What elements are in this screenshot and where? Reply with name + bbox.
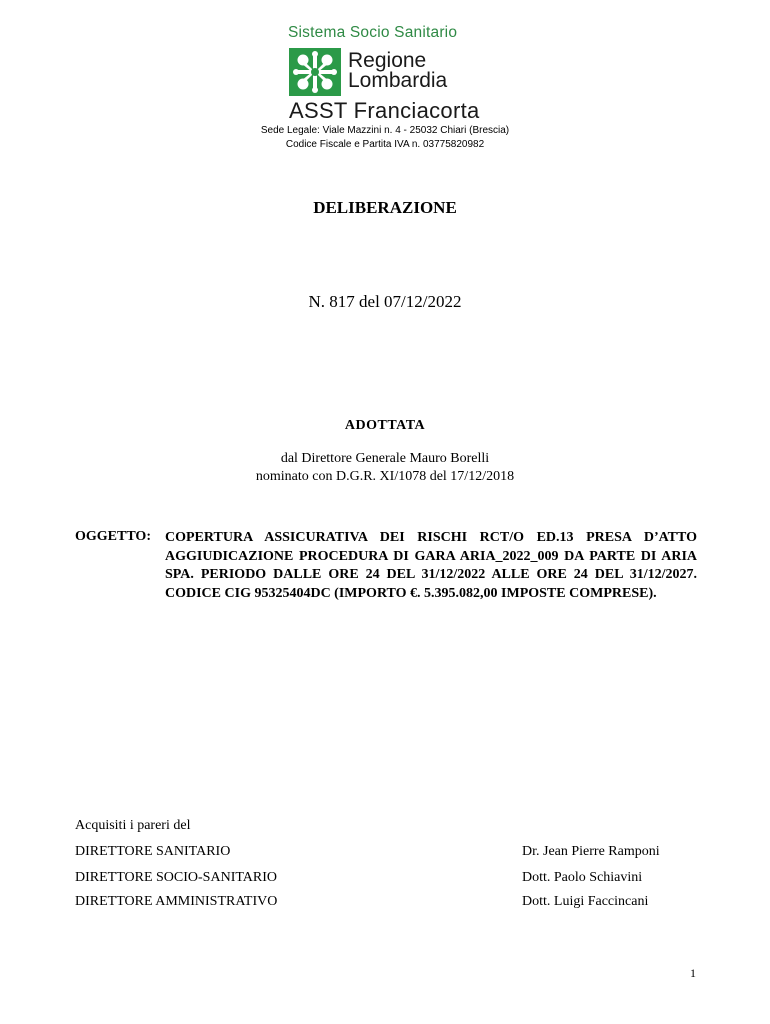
director-general: dal Direttore Generale Mauro Borelli <box>280 451 490 466</box>
adopted-heading: ADOTTATA <box>344 418 426 433</box>
subject-label: OGGETTO: <box>75 529 151 544</box>
document-type-title: DELIBERAZIONE <box>313 198 457 217</box>
page-number: 1 <box>690 966 696 980</box>
signatory-role: DIRETTORE SOCIO-SANITARIO <box>75 870 278 885</box>
signatory-name: Dr. Jean Pierre Ramponi <box>522 844 660 859</box>
document-number: N. 817 del 07/12/2022 <box>308 292 462 311</box>
region-name-line2: Lombardia <box>348 69 448 92</box>
opinions-intro: Acquisiti i pareri del <box>75 818 191 833</box>
signatory-name: Dott. Luigi Faccincani <box>522 894 649 909</box>
signatory-name: Dott. Paolo Schiavini <box>522 870 643 885</box>
subject-text: COPERTURA ASSICURATIVA DEI RISCHI RCT/O ED.13 PRESA D’ATTO AGGIUDICAZIONE PROCEDURA DI GARA ARIA_2022_009 DA PARTE DI ARIA SPA. PERIODO DALLE ORE 24 DEL 31/12/2022 ALLE ORE 24 DEL 31/12/2027. CODICE CIG 95325404DC (IMPORTO €. 5.395.082,00 IMPOSTE COMPRESE). <box>165 530 697 601</box>
signatory-role: DIRETTORE AMMINISTRATIVO <box>75 894 278 909</box>
regione-lombardia-rosa-camuna-icon <box>289 48 341 96</box>
signatory-role: DIRETTORE SANITARIO <box>75 844 231 859</box>
agency-name: ASST Franciacorta <box>289 98 480 123</box>
region-name-line1: Regione <box>348 49 427 72</box>
tax-code: Codice Fiscale e Partita IVA n. 03775820982 <box>285 139 485 150</box>
director-appointment: nominato con D.G.R. XI/1078 del 17/12/2018 <box>255 469 515 484</box>
registered-office: Sede Legale: Viale Mazzini n. 4 - 25032 Chiari (Brescia) <box>260 125 510 136</box>
system-name: Sistema Socio Sanitario <box>288 24 458 41</box>
